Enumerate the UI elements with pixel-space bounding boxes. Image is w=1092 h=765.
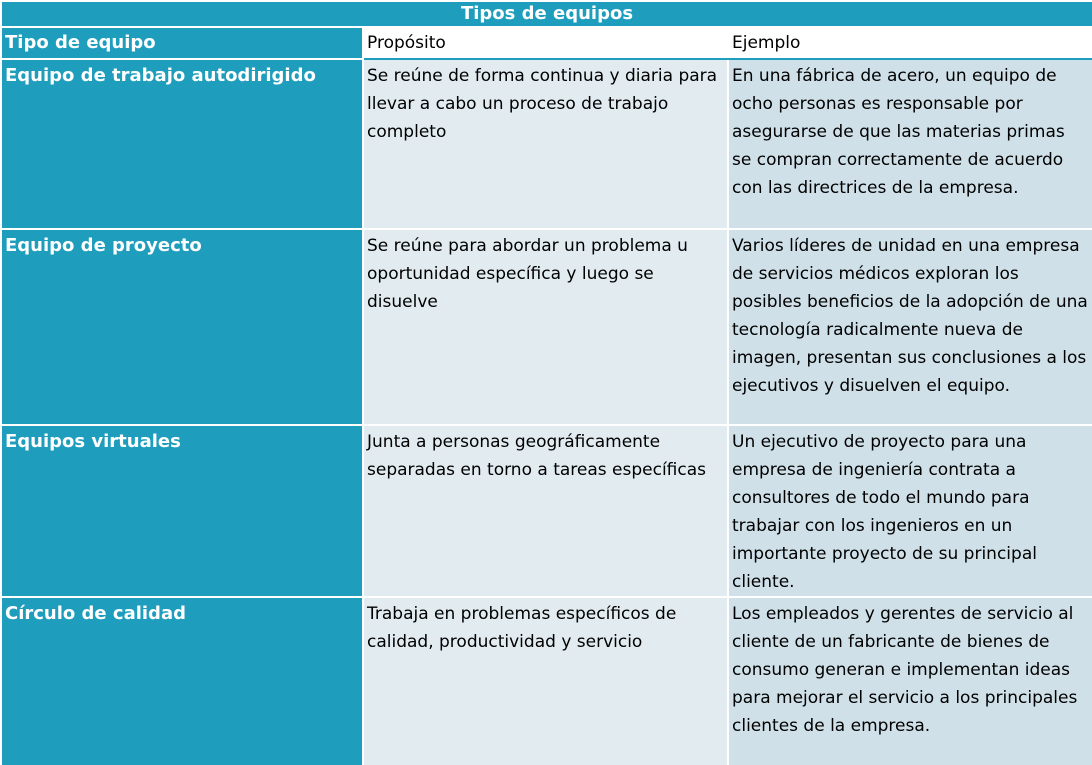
- team-type-cell: Equipo de trabajo autodirigido: [1, 59, 363, 229]
- title-row: [1, 1, 1092, 27]
- purpose-cell: Junta a personas geográficamente separadas en torno a tareas específicas: [363, 425, 728, 597]
- header-example: Ejemplo: [728, 27, 1092, 59]
- example-cell: En una fábrica de acero, un equipo de ocho personas es responsable por asegurarse de que las materias primas se compran correctamente de acuerdo con las directrices de la empresa.: [728, 59, 1092, 229]
- header-row: [1, 27, 1092, 59]
- header-purpose: Propósito: [363, 27, 728, 59]
- team-type-cell: Círculo de calidad: [1, 597, 363, 765]
- purpose-cell: Se reúne para abordar un problema u oportunidad específica y luego se disuelve: [363, 229, 728, 425]
- team-type-cell: Equipos virtuales: [1, 425, 363, 597]
- team-type-cell: Equipo de proyecto: [1, 229, 363, 425]
- example-cell: Varios líderes de unidad en una empresa de servicios médicos exploran los posibles beneficios de la adopción de una tecnología radicalmente nueva de imagen, presentan sus conclusiones a los ejecutivos y disuelven el equipo.: [728, 229, 1092, 425]
- header-type: Tipo de equipo: [1, 27, 363, 59]
- example-cell: Un ejecutivo de proyecto para una empresa de ingeniería contrata a consultores de todo el mundo para trabajar con los ingenieros en un importante proyecto de su principal cliente.: [728, 425, 1092, 597]
- table-row: [1, 229, 1092, 425]
- example-cell: Los empleados y gerentes de servicio al cliente de un fabricante de bienes de consumo generan e implementan ideas para mejorar el servicio a los principales clientes de la empresa.: [728, 597, 1092, 765]
- purpose-cell: Se reúne de forma continua y diaria para llevar a cabo un proceso de trabajo completo: [363, 59, 728, 229]
- table-title: Tipos de equipos: [1, 1, 1092, 27]
- table-row: [1, 425, 1092, 597]
- table-row: [1, 59, 1092, 229]
- purpose-cell: Trabaja en problemas específicos de calidad, productividad y servicio: [363, 597, 728, 765]
- table-row: [1, 597, 1092, 765]
